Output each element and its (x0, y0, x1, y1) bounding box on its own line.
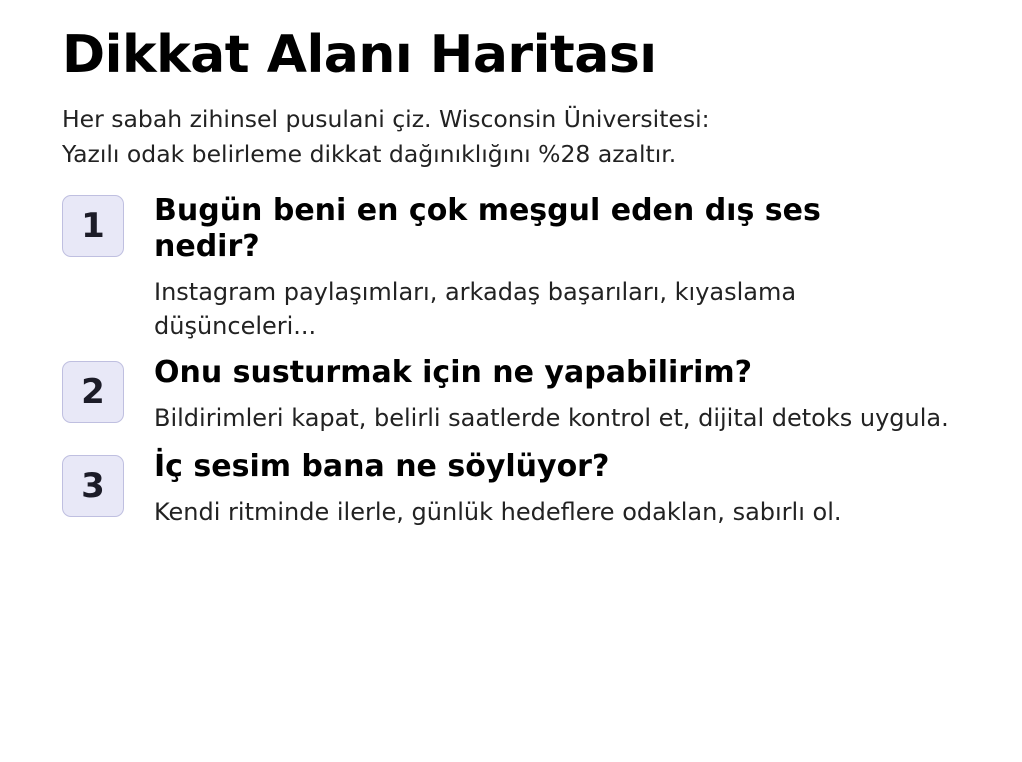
item-content (124, 449, 982, 529)
item-answer: Instagram paylaşımları, arkadaş başarıları, kıyaslama düşünceleri... (154, 277, 797, 340)
item-number-badge: 3 (62, 455, 124, 517)
item-question: Onu susturmak için ne yapabilirim? (154, 354, 753, 390)
item-answer: Kendi ritminde ilerle, günlük hedeflere odaklan, sabırlı ol. (154, 498, 842, 527)
item-question: İç sesim bana ne söylüyor? (154, 449, 610, 485)
list-item (62, 449, 982, 529)
page-title: Dikkat Alanı Haritası (62, 25, 657, 85)
item-question: Bugün beni en çok meşgul eden dış ses nedir? (154, 192, 821, 264)
intro-line-2: Yazılı odak belirleme dikkat dağınıklığını %28 azaltır. (62, 139, 677, 168)
item-content (124, 193, 982, 343)
item-number-badge: 1 (62, 195, 124, 257)
item-answer: Bildirimleri kapat, belirli saatlerde kontrol et, dijital detoks uygula. (154, 403, 949, 432)
intro-line-1: Her sabah zihinsel pusulani çiz. Wisconsin Üniversitesi: (62, 105, 710, 134)
item-number-badge: 2 (62, 361, 124, 423)
question-list (62, 193, 982, 529)
list-item (62, 193, 982, 343)
item-content (124, 355, 982, 435)
intro-paragraph (62, 102, 942, 171)
list-item (62, 355, 982, 435)
